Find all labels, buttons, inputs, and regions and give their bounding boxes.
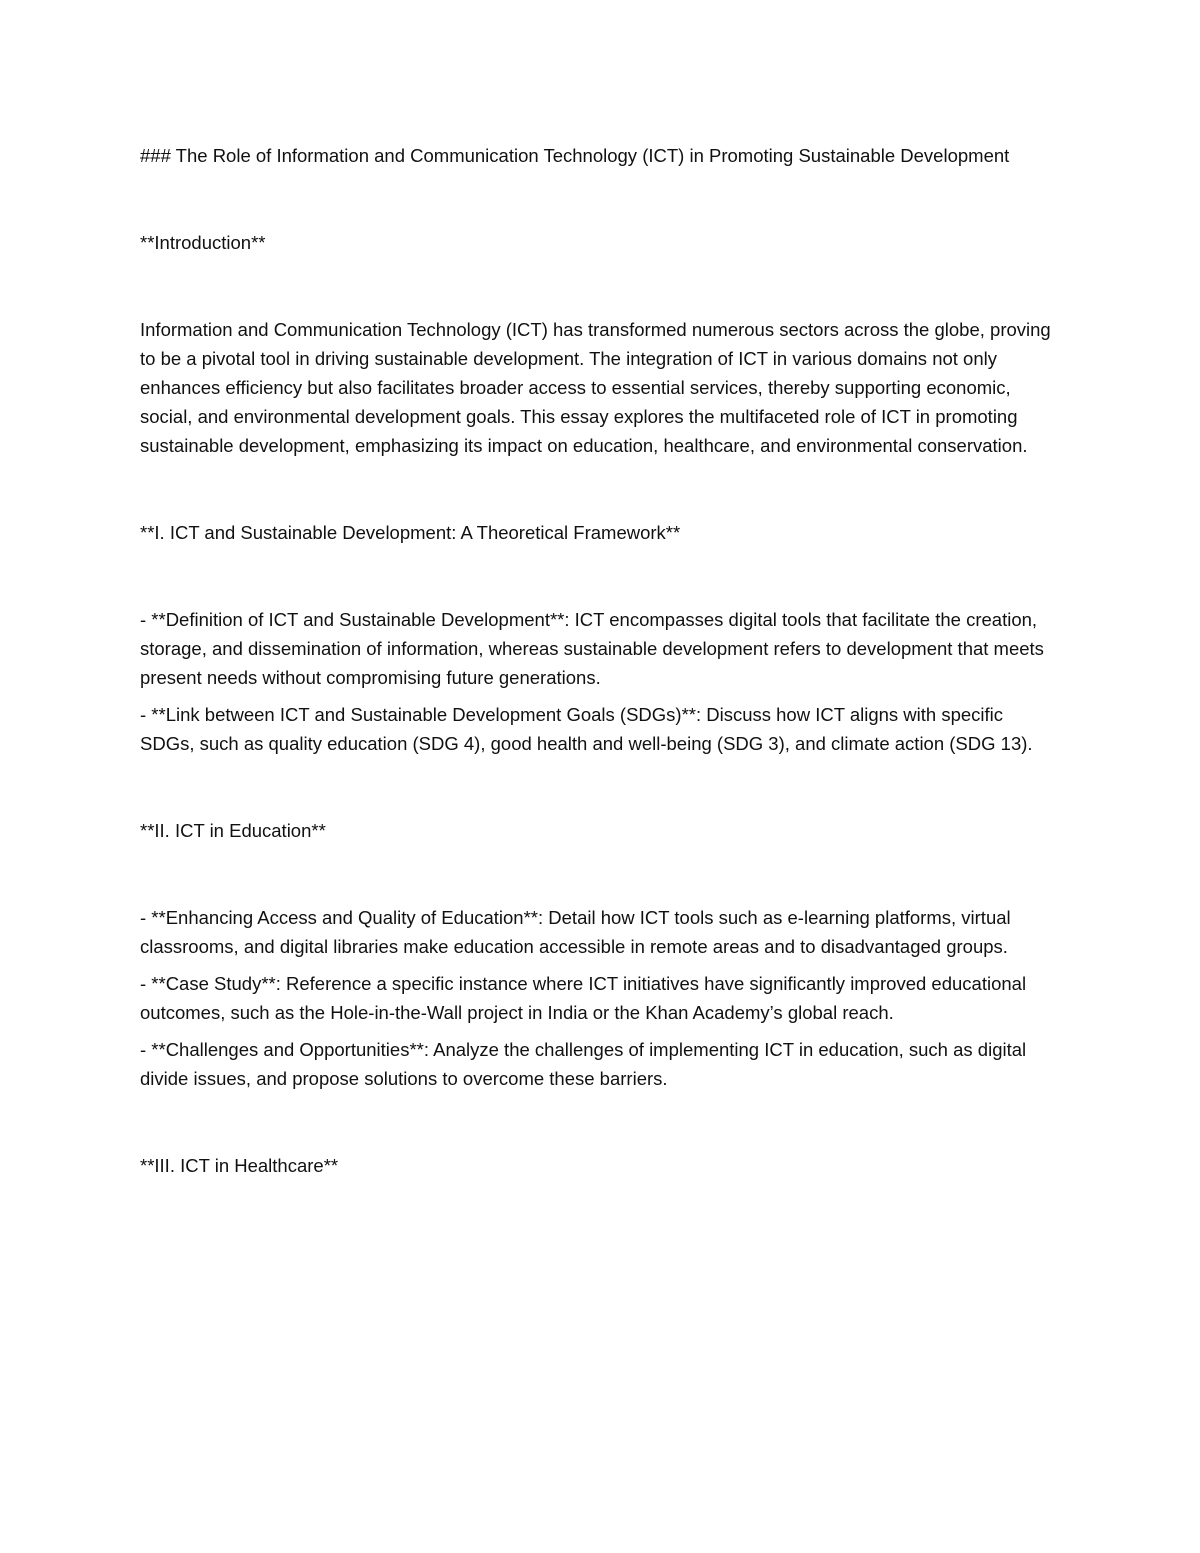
document-title: ### The Role of Information and Communication Technology (ICT) in Promoting Sustainable Development: [140, 145, 1010, 166]
section-2-heading: **II. ICT in Education**: [140, 820, 326, 841]
intro-paragraph: Information and Communication Technology (ICT) has transformed numerous sectors across the globe, proving to be a pivotal tool in driving sustainable development. The integration of ICT in various domains not only enhances efficiency but also facilitates broader access to essential services, thereby supporting economic, social, and environmental development goals. This essay explores the multifaceted role of ICT in promoting sustainable development, emphasizing its impact on education, healthcare, and environmental conservation.: [140, 319, 1051, 456]
intro-heading: **Introduction**: [140, 232, 266, 253]
section-2-bullet: - **Challenges and Opportunities**: Analyze the challenges of implementing ICT in education, such as digital divide issues, and propose solutions to overcome these barriers.: [140, 1039, 1027, 1089]
section-1-bullet: - **Link between ICT and Sustainable Development Goals (SDGs)**: Discuss how ICT aligns with specific SDGs, such as quality education (SDG 4), good health and well-being (SDG 3), and climate action (SDG 13).: [140, 704, 1033, 754]
section-3-heading: **III. ICT in Healthcare**: [140, 1155, 339, 1176]
section-2-bullet: - **Enhancing Access and Quality of Education**: Detail how ICT tools such as e-learning platforms, virtual classrooms, and digital libraries make education accessible in remote areas and to disadvantaged groups.: [140, 907, 1011, 957]
section-1-heading: **I. ICT and Sustainable Development: A Theoretical Framework**: [140, 522, 681, 543]
section-1-bullet: - **Definition of ICT and Sustainable Development**: ICT encompasses digital tools that facilitate the creation, storage, and dissemination of information, whereas sustainable development refers to development that meets present needs without compromising future generations.: [140, 609, 1044, 688]
section-2-bullet: - **Case Study**: Reference a specific instance where ICT initiatives have significantly improved educational outcomes, such as the Hole-in-the-Wall project in India or the Khan Academy’s global reach.: [140, 973, 1027, 1023]
document-body: [140, 141, 1060, 1180]
